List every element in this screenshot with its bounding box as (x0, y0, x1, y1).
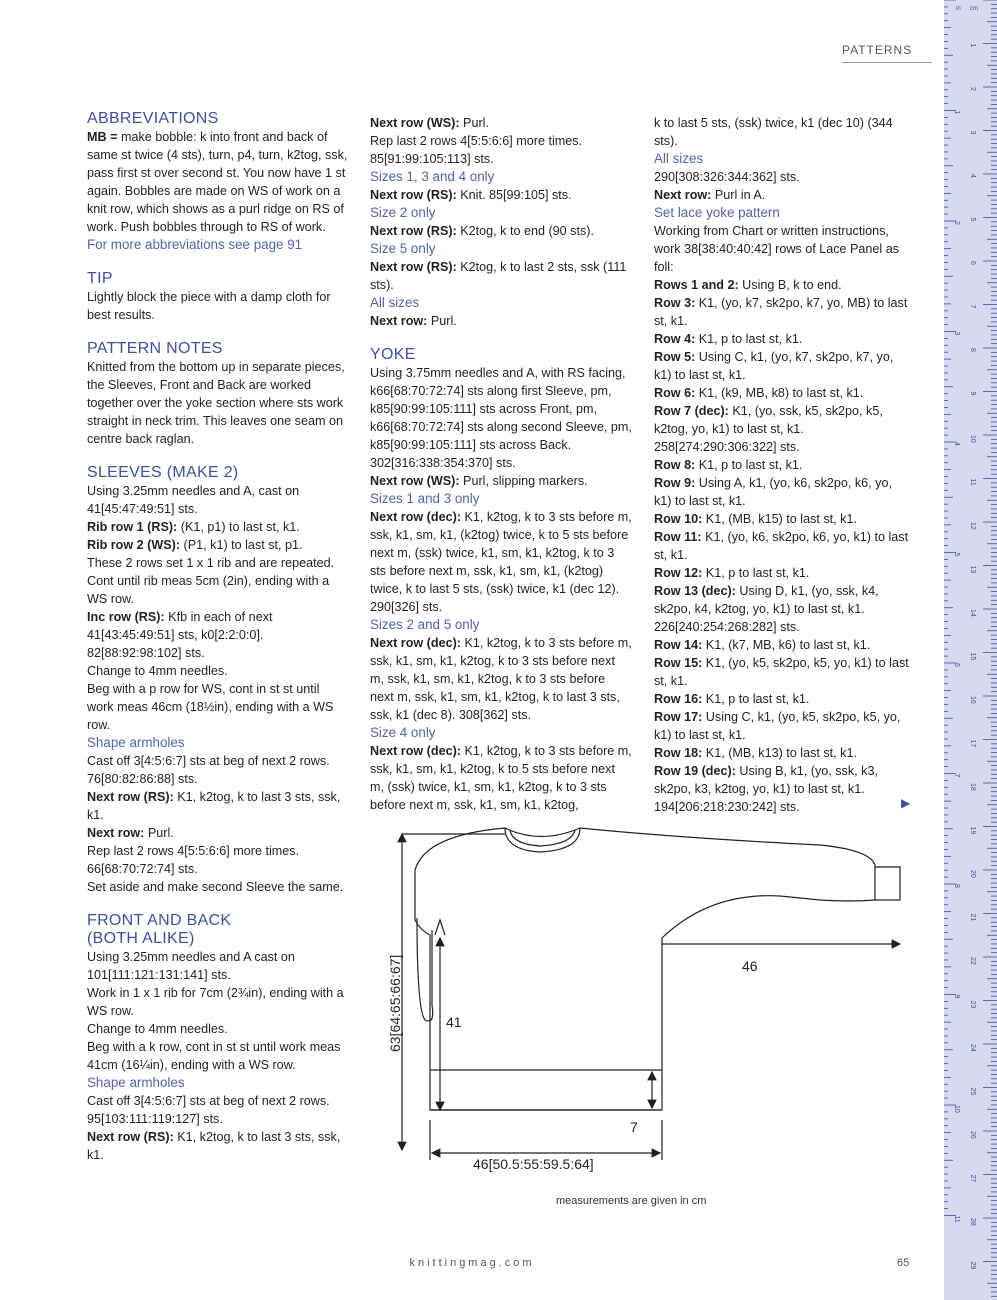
pattern-paragraph: These 2 rows set 1 x 1 rib and are repeated. Cont until rib meas 5cm (2in), ending with a WS row. (87, 556, 335, 606)
instruction-label: Next row (WS): (370, 474, 460, 488)
pattern-paragraph (654, 294, 909, 330)
instruction-text: K1, p to last st, k1. (702, 566, 810, 580)
subsection-heading: Set lace yoke pattern (654, 205, 780, 220)
cm-label: 14 (969, 609, 976, 617)
spacer (87, 324, 349, 340)
width-label: 46[50.5:55:59.5:64] (473, 1156, 594, 1172)
inch-label: 1 (953, 110, 960, 115)
instruction-text: (K1, p1) to last st, k1. (177, 520, 300, 534)
instruction-label: Row 19 (dec): (654, 764, 736, 778)
instruction-label: Rows 1 and 2: (654, 278, 739, 292)
instruction-label: Row 16: (654, 692, 703, 706)
pattern-paragraph: Beg with a p row for WS, cont in st st until work meas 46cm (18½in), ending with a WS row. (87, 682, 334, 732)
cm-label: 21 (969, 913, 976, 922)
cm-label: 28 (969, 1218, 976, 1226)
instruction-label: Row 17: (654, 710, 703, 724)
header-rule (842, 62, 932, 63)
pattern-paragraph (370, 258, 632, 294)
pattern-paragraph (654, 474, 909, 510)
pattern-paragraph (87, 788, 349, 824)
instruction-text: K1, k2tog, k to last 3 sts, ssk, k1. (87, 790, 341, 822)
pattern-paragraph (370, 742, 632, 814)
instruction-text: K1, p to last st, k1. (695, 332, 803, 346)
instruction-label: Next row: (370, 314, 428, 328)
instruction-label: Next row (RS): (370, 224, 457, 238)
instruction-label: Row 12: (654, 566, 703, 580)
pattern-paragraph (87, 536, 349, 554)
cm-label: 26 (969, 1131, 976, 1139)
instruction-text: Purl. (144, 826, 174, 840)
cm-label: 10 (969, 435, 976, 443)
cm-label: 11 (969, 478, 976, 486)
instruction-text: Purl. (459, 116, 489, 130)
sleeve-length-label: 46 (742, 958, 758, 974)
instruction-label: Row 8: (654, 458, 696, 472)
pattern-paragraph: Work in 1 x 1 rib for 7cm (2¾in), ending with a WS row. (87, 986, 344, 1018)
inch-label: 9 (953, 994, 960, 999)
pattern-paragraph (654, 762, 909, 816)
total-length-label: 63[64:65:66:67] (387, 954, 403, 1052)
instruction-text: K1, (k7, MB, k6) to last st, k1. (702, 638, 871, 652)
cm-label: 13 (969, 565, 976, 574)
subsection-heading: All sizes (654, 151, 704, 166)
cm-label: 12 (969, 522, 976, 530)
subsection-heading: Shape armholes (87, 735, 185, 750)
subsection-heading: Sizes 1 and 3 only (370, 491, 480, 506)
cm-label: 1 (969, 43, 976, 48)
subsection-heading: Sizes 1, 3 and 4 only (370, 169, 495, 184)
pattern-paragraph (87, 824, 349, 842)
section-header: PATTERNS (842, 43, 913, 57)
body-length-label: 41 (446, 1014, 462, 1030)
subsection-heading: Size 5 only (370, 241, 436, 256)
pattern-paragraph (654, 582, 909, 636)
footer-website: knittingmag.com (409, 1257, 535, 1269)
cm-label: 24 (969, 1044, 976, 1052)
spacer (87, 448, 349, 464)
cm-label: 22 (969, 957, 976, 965)
instruction-label: Row 10: (654, 512, 703, 526)
instruction-label: Inc row (RS): (87, 610, 165, 624)
pattern-paragraph: Cast off 3[4:5:6:7] sts at beg of next 2 rows. 95[103:111:119:127] sts. (87, 1094, 330, 1126)
column-1 (87, 110, 349, 1164)
pattern-paragraph (87, 1128, 349, 1164)
pattern-paragraph (654, 186, 909, 204)
inch-label: 11 (953, 1215, 960, 1223)
instruction-text: K1, k2tog, k to 3 sts before m, ssk, k1, sm, k1, (k2tog) twice, k to 5 sts before next m, (ssk) twice, k1, sm, k1, k2tog, k to 3 sts before next m, ssk, k1, sm, k1, (k2tog) twice, k to last 5 sts, (ssk) twice, k1 (dec 12). 290[326] sts. (370, 510, 632, 614)
pattern-paragraph: Using 3.75mm needles and A, with RS facing, k66[68:70:72:74] sts along first Sleeve, pm, k85[90:99:105:111] sts across Front, pm, k66[68:70:72:74] sts along second Sleeve, pm, k85[90:99:105:111] sts across Back. 302[316:338:354:370] sts. (370, 366, 632, 470)
instruction-label: Next row: (654, 188, 712, 202)
section-heading: FRONT AND BACK (87, 912, 232, 929)
diagram-caption: measurements are given in cm (556, 1195, 707, 1207)
pattern-paragraph (654, 636, 909, 654)
inch-label: 7 (953, 773, 960, 778)
instruction-text: Kfb in each of next 41[43:45:49:51] sts, k0[2:2:0:0]. 82[88:92:98:102] sts. (87, 610, 273, 660)
instruction-text: K2tog, k to last 2 sts, ssk (111 sts). (370, 260, 627, 292)
pattern-paragraph: Lightly block the piece with a damp cloth for best results. (87, 290, 331, 322)
subsection-heading: Shape armholes (87, 1075, 185, 1090)
subsection-heading: Size 2 only (370, 205, 436, 220)
pattern-paragraph: Beg with a k row, cont in st st until work meas 41cm (16¼in), ending with a WS row. (87, 1040, 341, 1072)
cm-label: 6 (969, 261, 976, 265)
pattern-paragraph (370, 186, 632, 204)
pattern-paragraph (87, 608, 349, 662)
instruction-text: Using B, k1, (yo, ssk, k3, sk2po, k3, k2tog, yo, k1) to last st, k1. 194[206:218:230:242] sts. (654, 764, 878, 814)
cm-label: 5 (969, 217, 976, 222)
cm-label: 27 (969, 1174, 976, 1183)
instruction-text: K1, (MB, k13) to last st, k1. (702, 746, 857, 760)
instruction-text: Using D, k1, (yo, ssk, k4, sk2po, k4, k2tog, yo, k1) to last st, k1. 226[240:254:268:282] sts. (654, 584, 879, 634)
subsection-heading: Sizes 2 and 5 only (370, 617, 480, 632)
instruction-text: K1, (yo, k7, sk2po, k7, yo, MB) to last st, k1. (654, 296, 908, 328)
instruction-text: make bobble: k into front and back of same st twice (4 sts), turn, p4, turn, k2tog, ssk, pass first st over second st. You now have 1 st again. Bobbles are made on WS of work on a knit row, which shows as a purl ridge on RS of work. Push bobbles through to RS of work. (87, 130, 348, 234)
instruction-text: Purl in A. (711, 188, 766, 202)
instruction-text: K1, (k9, MB, k8) to last st, k1. (695, 386, 864, 400)
instruction-label: Row 14: (654, 638, 703, 652)
pattern-paragraph (654, 654, 909, 690)
spacer (87, 896, 349, 912)
cm-label: 2 (969, 87, 976, 91)
cm-label: 4 (969, 174, 976, 178)
pattern-paragraph (654, 564, 909, 582)
section-heading: PATTERN NOTES (87, 340, 223, 357)
pattern-paragraph (654, 528, 909, 564)
pattern-paragraph: Change to 4mm needles. (87, 1022, 228, 1036)
cm-label: 20 (969, 870, 976, 878)
sweater-schematic (380, 820, 920, 1200)
inch-label: 4 (953, 442, 960, 446)
instruction-label: Next row (dec): (370, 510, 461, 524)
pattern-paragraph: Working from Chart or written instructions, work 38[38:40:40:42] rows of Lace Panel as foll: (654, 224, 900, 274)
cm-label: 18 (969, 783, 976, 791)
cm-label: 16 (969, 696, 976, 704)
pattern-paragraph (370, 472, 632, 490)
inch-label: 10 (953, 1105, 960, 1113)
pattern-paragraph (654, 276, 909, 294)
instruction-label: Row 6: (654, 386, 696, 400)
instruction-label: MB = (87, 130, 118, 144)
instruction-label: Row 18: (654, 746, 703, 760)
instruction-text: K2tog, k to end (90 sts). (456, 224, 594, 238)
pattern-paragraph (654, 402, 909, 456)
inch-label: 5 (953, 552, 960, 557)
pattern-paragraph (370, 114, 632, 132)
instruction-label: Row 4: (654, 332, 696, 346)
pattern-paragraph: Set aside and make second Sleeve the same. (87, 880, 344, 894)
sweater-outline (415, 828, 875, 1110)
pattern-paragraph (654, 456, 909, 474)
instruction-label: Next row: (87, 826, 145, 840)
pattern-paragraph: Rep last 2 rows 4[5:5:6:6] more times. 85[91:99:105:113] sts. (370, 134, 583, 166)
pattern-paragraph (370, 312, 632, 330)
cm-label: 19 (969, 826, 976, 835)
pattern-paragraph (654, 690, 909, 708)
rib-depth-label: 7 (630, 1119, 638, 1135)
pattern-paragraph (654, 348, 909, 384)
column-3 (654, 114, 909, 816)
spacer (370, 330, 632, 346)
instruction-label: Next row (RS): (370, 260, 457, 274)
pattern-paragraph (654, 744, 909, 762)
instruction-label: Row 3: (654, 296, 696, 310)
section-heading: SLEEVES (MAKE 2) (87, 464, 239, 481)
cm-unit-label: cm (970, 6, 978, 12)
instruction-label: Rib row 1 (RS): (87, 520, 178, 534)
section-heading: (BOTH ALIKE) (87, 930, 195, 947)
inch-label: 3 (953, 331, 960, 336)
instruction-text: Purl. (427, 314, 457, 328)
cm-label: 3 (969, 130, 976, 135)
instruction-text: K1, (MB, k15) to last st, k1. (702, 512, 857, 526)
instruction-label: Rib row 2 (WS): (87, 538, 181, 552)
inch-label: 8 (953, 884, 960, 888)
instruction-text: K1, k2tog, k to 3 sts before m, ssk, k1, sm, k1, k2tog, k to 5 sts before next m, (ssk) twice, k1, sm, k1, k2tog, k to 3 sts before next m, ssk, k1, sm, k1, k2tog, (370, 744, 632, 812)
instruction-label: Next row (dec): (370, 744, 461, 758)
pattern-paragraph (654, 384, 909, 402)
pattern-paragraph: Rep last 2 rows 4[5:5:6:6] more times. 66[68:70:72:74] sts. (87, 844, 300, 876)
subsection-heading: All sizes (370, 295, 420, 310)
cm-label: 29 (969, 1261, 976, 1270)
abbreviations-reference: For more abbreviations see page 91 (87, 237, 303, 252)
instruction-text: K1, p to last st, k1. (695, 458, 803, 472)
pattern-paragraph: Change to 4mm needles. (87, 664, 228, 678)
instruction-label: Row 15: (654, 656, 703, 670)
page-number: 65 (897, 1257, 910, 1269)
instruction-text: Using A, k1, (yo, k6, sk2po, k6, yo, k1) to last st, k1. (654, 476, 892, 508)
cm-label: 25 (969, 1087, 976, 1096)
section-heading: YOKE (370, 346, 416, 363)
spacer (87, 254, 349, 270)
instruction-text: K1, k2tog, k to 3 sts before m, ssk, k1, sm, k1, k2tog, k to 3 sts before next m, ssk, k1, sm, k1, k2tog, k to 3 sts before next m, ssk, k1, sm, k1, k2tog, k to last 3 sts, ssk, k1 (dec 8). 308[362] sts. (370, 636, 632, 722)
instruction-text: Purl, slipping markers. (459, 474, 588, 488)
cm-label: 9 (969, 391, 976, 396)
instruction-label: Row 5: (654, 350, 696, 364)
pattern-paragraph: 290[308:326:344:362] sts. (654, 170, 800, 184)
section-heading: ABBREVIATIONS (87, 110, 219, 127)
pattern-paragraph: k to last 5 sts, (ssk) twice, k1 (dec 10) (344 sts). (654, 116, 893, 148)
cm-label: 23 (969, 1000, 976, 1009)
instruction-text: Knit. 85[99:105] sts. (456, 188, 572, 202)
pattern-paragraph: Knitted from the bottom up in separate pieces, the Sleeves, Front and Back are worked together over the yoke section where sts work straight in neck trim. This leaves one seam on centre back raglan. (87, 360, 345, 446)
pattern-paragraph (370, 634, 632, 724)
pattern-paragraph (87, 128, 349, 236)
pattern-paragraph (654, 510, 909, 528)
pattern-paragraph: Using 3.25mm needles and A, cast on 41[45:47:49:51] sts. (87, 484, 300, 516)
instruction-label: Row 11: (654, 530, 702, 544)
measuring-ruler (944, 0, 997, 1300)
cm-label: 17 (969, 739, 976, 748)
instruction-label: Row 9: (654, 476, 696, 490)
pattern-paragraph (654, 330, 909, 348)
instruction-label: Row 13 (dec): (654, 584, 736, 598)
cm-label: 8 (969, 348, 976, 352)
pattern-paragraph (654, 708, 909, 744)
pattern-paragraph: Using 3.25mm needles and A cast on 101[111:121:131:141] sts. (87, 950, 295, 982)
instruction-label: Next row (RS): (87, 1130, 174, 1144)
inch-unit-label: in (956, 6, 961, 12)
instruction-text: Using B, k to end. (738, 278, 842, 292)
column-2 (370, 114, 632, 814)
instruction-label: Next row (RS): (87, 790, 174, 804)
cm-label: 7 (969, 304, 976, 309)
section-heading: TIP (87, 270, 113, 287)
subsection-heading: Size 4 only (370, 725, 436, 740)
cm-label: 15 (969, 652, 976, 661)
inch-label: 6 (953, 663, 960, 667)
instruction-label: Next row (RS): (370, 188, 457, 202)
instruction-text: K1, (yo, ssk, k5, sk2po, k5, k2tog, yo, k1) to last st, k1. 258[274:290:306:322] sts. (654, 404, 883, 454)
inch-label: 2 (953, 221, 960, 225)
pattern-paragraph (370, 508, 632, 616)
instruction-text: K1, (yo, k6, sk2po, k6, yo, k1) to last st, k1. (654, 530, 909, 562)
instruction-text: K1, (yo, k5, sk2po, k5, yo, k1) to last st, k1. (654, 656, 909, 688)
pattern-paragraph (370, 222, 632, 240)
instruction-label: Next row (dec): (370, 636, 461, 650)
pattern-paragraph: Cast off 3[4:5:6:7] sts at beg of next 2 rows. 76[80:82:86:88] sts. (87, 754, 330, 786)
instruction-text: Using C, k1, (yo, k5, sk2po, k5, yo, k1) to last st, k1. (654, 710, 901, 742)
instruction-label: Row 7 (dec): (654, 404, 729, 418)
instruction-text: K1, k2tog, k to last 3 sts, ssk, k1. (87, 1130, 341, 1162)
instruction-label: Next row (WS): (370, 116, 460, 130)
pattern-paragraph (87, 518, 349, 536)
instruction-text: Using C, k1, (yo, k7, sk2po, k7, yo, k1) to last st, k1. (654, 350, 894, 382)
instruction-text: (P1, k1) to last st, p1. (180, 538, 303, 552)
next-page-arrow-icon: ▶ (901, 796, 911, 810)
instruction-text: K1, p to last st, k1. (702, 692, 810, 706)
